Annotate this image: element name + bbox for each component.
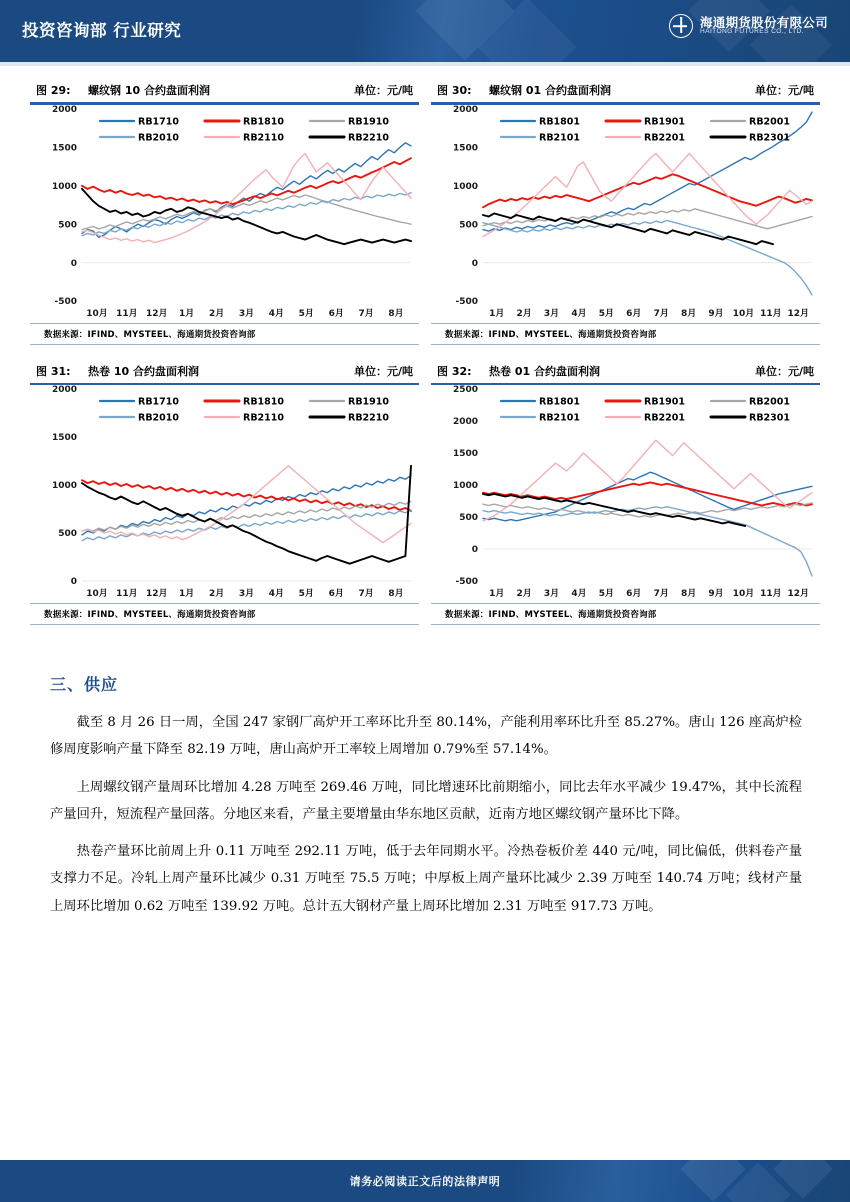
page-header xyxy=(0,0,850,62)
svg-text:RB2010: RB2010 xyxy=(138,131,179,143)
svg-text:2000: 2000 xyxy=(452,104,478,115)
svg-text:8月: 8月 xyxy=(680,308,697,319)
figure-29 xyxy=(30,78,419,345)
figure-32 xyxy=(431,359,820,626)
svg-text:500: 500 xyxy=(58,219,77,230)
figure-31-source: 数据来源：IFIND、MYSTEEL、海通期货投资咨询部 xyxy=(44,610,256,620)
svg-text:1500: 1500 xyxy=(51,143,77,154)
svg-text:9月: 9月 xyxy=(708,589,724,599)
figure-32-caption xyxy=(431,359,820,383)
svg-text:7月: 7月 xyxy=(653,308,669,319)
svg-text:RB1901: RB1901 xyxy=(644,396,685,408)
svg-text:2月: 2月 xyxy=(208,308,225,319)
company-name-en: HAITONG FUTURES CO., LTD. xyxy=(699,28,804,36)
svg-text:9月: 9月 xyxy=(708,308,724,319)
figure-32-unit: 单位：元/吨 xyxy=(754,364,814,378)
section-heading: 三、供应 xyxy=(50,675,119,694)
haitong-logo-icon xyxy=(669,14,693,38)
svg-text:7月: 7月 xyxy=(653,589,669,599)
svg-text:1000: 1000 xyxy=(51,481,77,492)
figure-30-plot xyxy=(431,105,820,323)
svg-text:2月: 2月 xyxy=(516,589,532,599)
figure-29-title: 螺纹钢 10 合约盘面利润 xyxy=(88,84,210,97)
paragraph-1: 截至 8 月 26 日一周，全国 247 家钢厂高炉开工率环比升至 80.14%，产能利用率环比升至 85.27%。唐山 126 座高炉检修周度影响产量下降至 82.19 万吨，唐山高炉开工率较上周增加 0.79%至 57.14%。 xyxy=(50,715,802,758)
svg-text:-500: -500 xyxy=(455,577,478,588)
figure-29-bottom-rule xyxy=(30,344,419,345)
svg-text:0: 0 xyxy=(70,258,77,269)
svg-text:12月: 12月 xyxy=(787,308,810,319)
svg-text:0: 0 xyxy=(471,545,478,556)
figure-30-number: 图 30: xyxy=(437,84,472,97)
figure-32-source: 数据来源：IFIND、MYSTEEL、海通期货投资咨询部 xyxy=(445,610,657,620)
svg-text:2月: 2月 xyxy=(516,308,532,319)
svg-text:0: 0 xyxy=(471,258,478,269)
svg-text:2000: 2000 xyxy=(51,385,77,396)
svg-text:RB1710: RB1710 xyxy=(138,115,179,127)
svg-text:RB2101: RB2101 xyxy=(539,131,580,143)
svg-text:500: 500 xyxy=(459,513,478,524)
figure-row-2 xyxy=(30,359,820,626)
svg-text:1000: 1000 xyxy=(452,181,478,192)
svg-text:1月: 1月 xyxy=(179,589,195,599)
figure-30-bottom-rule xyxy=(431,344,820,345)
figure-31-caption xyxy=(30,359,419,383)
svg-text:4月: 4月 xyxy=(268,589,285,599)
svg-text:RB1710: RB1710 xyxy=(138,396,179,408)
svg-text:12月: 12月 xyxy=(146,589,168,599)
svg-text:11月: 11月 xyxy=(116,589,138,599)
figure-29-plot xyxy=(30,105,419,323)
figure-30-source: 数据来源：IFIND、MYSTEEL、海通期货投资咨询部 xyxy=(445,329,657,340)
svg-text:7月: 7月 xyxy=(358,308,374,319)
company-logo xyxy=(669,14,828,38)
svg-text:8月: 8月 xyxy=(680,589,697,599)
svg-text:12月: 12月 xyxy=(146,308,168,319)
svg-text:RB2010: RB2010 xyxy=(138,412,179,424)
svg-text:1000: 1000 xyxy=(51,181,77,192)
svg-text:11月: 11月 xyxy=(116,308,138,319)
svg-text:4月: 4月 xyxy=(571,589,587,599)
figure-31-plot xyxy=(30,385,419,603)
supply-section xyxy=(50,672,802,930)
figure-32-title: 热卷 01 合约盘面利润 xyxy=(489,364,600,378)
svg-text:RB2101: RB2101 xyxy=(539,412,580,424)
svg-text:2000: 2000 xyxy=(51,104,77,115)
paragraph-3: 热卷产量环比前周上升 0.11 万吨至 292.11 万吨，低于去年同期水平。冷热卷板价差 440 元/吨，同比偏低，供料卷产量支撑力不足。冷轧上周产量环比减少 0.31 万吨至 75.5 万吨；中厚板上周产量环比减少 2.39 万吨至 140.74 万吨；线材产量上周环比增加 0.62 万吨至 139.92 万吨。总计五大钢材产量上周环比增加 2.31 万吨至 917.73 万吨。 xyxy=(50,844,802,914)
svg-text:RB1801: RB1801 xyxy=(539,115,580,127)
svg-text:RB1901: RB1901 xyxy=(644,115,685,127)
svg-text:1月: 1月 xyxy=(179,308,195,319)
svg-text:RB2301: RB2301 xyxy=(749,131,790,143)
figure-31-bottom-rule xyxy=(30,624,419,625)
figure-31-title: 热卷 10 合约盘面利润 xyxy=(88,364,199,378)
svg-text:2500: 2500 xyxy=(452,385,478,396)
svg-text:12月: 12月 xyxy=(787,589,810,599)
svg-text:6月: 6月 xyxy=(626,308,642,319)
figure-29-source: 数据来源：IFIND、MYSTEEL、海通期货投资咨询部 xyxy=(44,329,256,340)
svg-text:6月: 6月 xyxy=(328,589,344,599)
svg-text:5月: 5月 xyxy=(598,589,615,599)
figure-32-bottom-rule xyxy=(431,624,820,625)
svg-text:5月: 5月 xyxy=(298,589,314,599)
figure-29-number: 图 29: xyxy=(36,84,71,97)
svg-text:RB1801: RB1801 xyxy=(539,396,580,408)
svg-text:RB1910: RB1910 xyxy=(348,396,389,408)
figure-31 xyxy=(30,359,419,626)
svg-text:500: 500 xyxy=(58,529,77,540)
svg-text:10月: 10月 xyxy=(732,589,755,599)
figure-29-unit: 单位：元/吨 xyxy=(353,84,413,97)
figure-30-caption xyxy=(431,78,820,102)
svg-text:5月: 5月 xyxy=(298,308,314,319)
svg-text:10月: 10月 xyxy=(732,308,755,319)
svg-text:RB1810: RB1810 xyxy=(243,396,284,408)
figure-31-number: 图 31: xyxy=(36,364,71,378)
figure-30-unit: 单位：元/吨 xyxy=(754,84,814,97)
svg-text:11月: 11月 xyxy=(760,308,782,319)
svg-text:3月: 3月 xyxy=(238,589,255,599)
company-name-cn: 海通期货股份有限公司 xyxy=(699,14,828,30)
svg-text:3月: 3月 xyxy=(238,308,255,319)
svg-text:2000: 2000 xyxy=(452,417,478,428)
svg-text:2月: 2月 xyxy=(208,589,225,599)
svg-text:RB1810: RB1810 xyxy=(243,115,284,127)
page-footer xyxy=(0,1160,850,1202)
svg-text:0: 0 xyxy=(70,577,77,588)
svg-text:6月: 6月 xyxy=(328,308,344,319)
svg-text:RB2001: RB2001 xyxy=(749,396,790,408)
svg-text:11月: 11月 xyxy=(760,589,782,599)
figure-30 xyxy=(431,78,820,345)
paragraph-2: 上周螺纹钢产量周环比增加 4.28 万吨至 269.46 万吨，同比增速环比前期缩小，同比去年水平减少 19.47%，其中长流程产量回升，短流程产量回落。分地区来看，产量主要增量由华东地区贡献，近南方地区螺纹钢产量环比下降。 xyxy=(50,779,802,822)
svg-text:RB2301: RB2301 xyxy=(749,412,790,424)
svg-text:5月: 5月 xyxy=(598,308,615,319)
svg-text:1500: 1500 xyxy=(51,433,77,444)
svg-text:1500: 1500 xyxy=(452,449,478,460)
svg-text:RB2210: RB2210 xyxy=(348,412,389,424)
svg-text:6月: 6月 xyxy=(626,589,642,599)
svg-text:RB2201: RB2201 xyxy=(644,131,685,143)
svg-text:7月: 7月 xyxy=(358,589,374,599)
svg-text:3月: 3月 xyxy=(543,589,560,599)
svg-text:4月: 4月 xyxy=(268,308,285,319)
svg-text:8月: 8月 xyxy=(388,589,404,599)
figure-32-plot xyxy=(431,385,820,603)
svg-text:RB2110: RB2110 xyxy=(243,412,284,424)
svg-text:RB2201: RB2201 xyxy=(644,412,685,424)
svg-text:10月: 10月 xyxy=(86,308,108,319)
svg-text:RB2210: RB2210 xyxy=(348,131,389,143)
svg-text:RB2001: RB2001 xyxy=(749,115,790,127)
svg-text:4月: 4月 xyxy=(571,308,587,319)
svg-text:1000: 1000 xyxy=(452,481,478,492)
svg-text:-500: -500 xyxy=(455,296,478,307)
svg-text:1500: 1500 xyxy=(452,143,478,154)
figure-29-caption xyxy=(30,78,419,102)
footer-disclaimer: 请务必阅读正文后的法律声明 xyxy=(349,1175,501,1188)
figure-grid xyxy=(30,78,820,639)
header-title: 投资咨询部 行业研究 xyxy=(22,21,182,40)
svg-text:1月: 1月 xyxy=(489,589,505,599)
svg-text:-500: -500 xyxy=(54,296,77,307)
header-underline xyxy=(0,62,850,66)
svg-text:1月: 1月 xyxy=(489,308,505,319)
svg-text:3月: 3月 xyxy=(543,308,560,319)
figure-row-1 xyxy=(30,78,820,345)
figure-32-number: 图 32: xyxy=(437,364,472,378)
svg-text:RB2110: RB2110 xyxy=(243,131,284,143)
figure-30-title: 螺纹钢 01 合约盘面利润 xyxy=(489,84,611,97)
figure-31-unit: 单位：元/吨 xyxy=(353,364,413,378)
svg-text:8月: 8月 xyxy=(388,308,404,319)
svg-text:500: 500 xyxy=(459,219,478,230)
svg-text:RB1910: RB1910 xyxy=(348,115,389,127)
svg-text:10月: 10月 xyxy=(86,589,108,599)
